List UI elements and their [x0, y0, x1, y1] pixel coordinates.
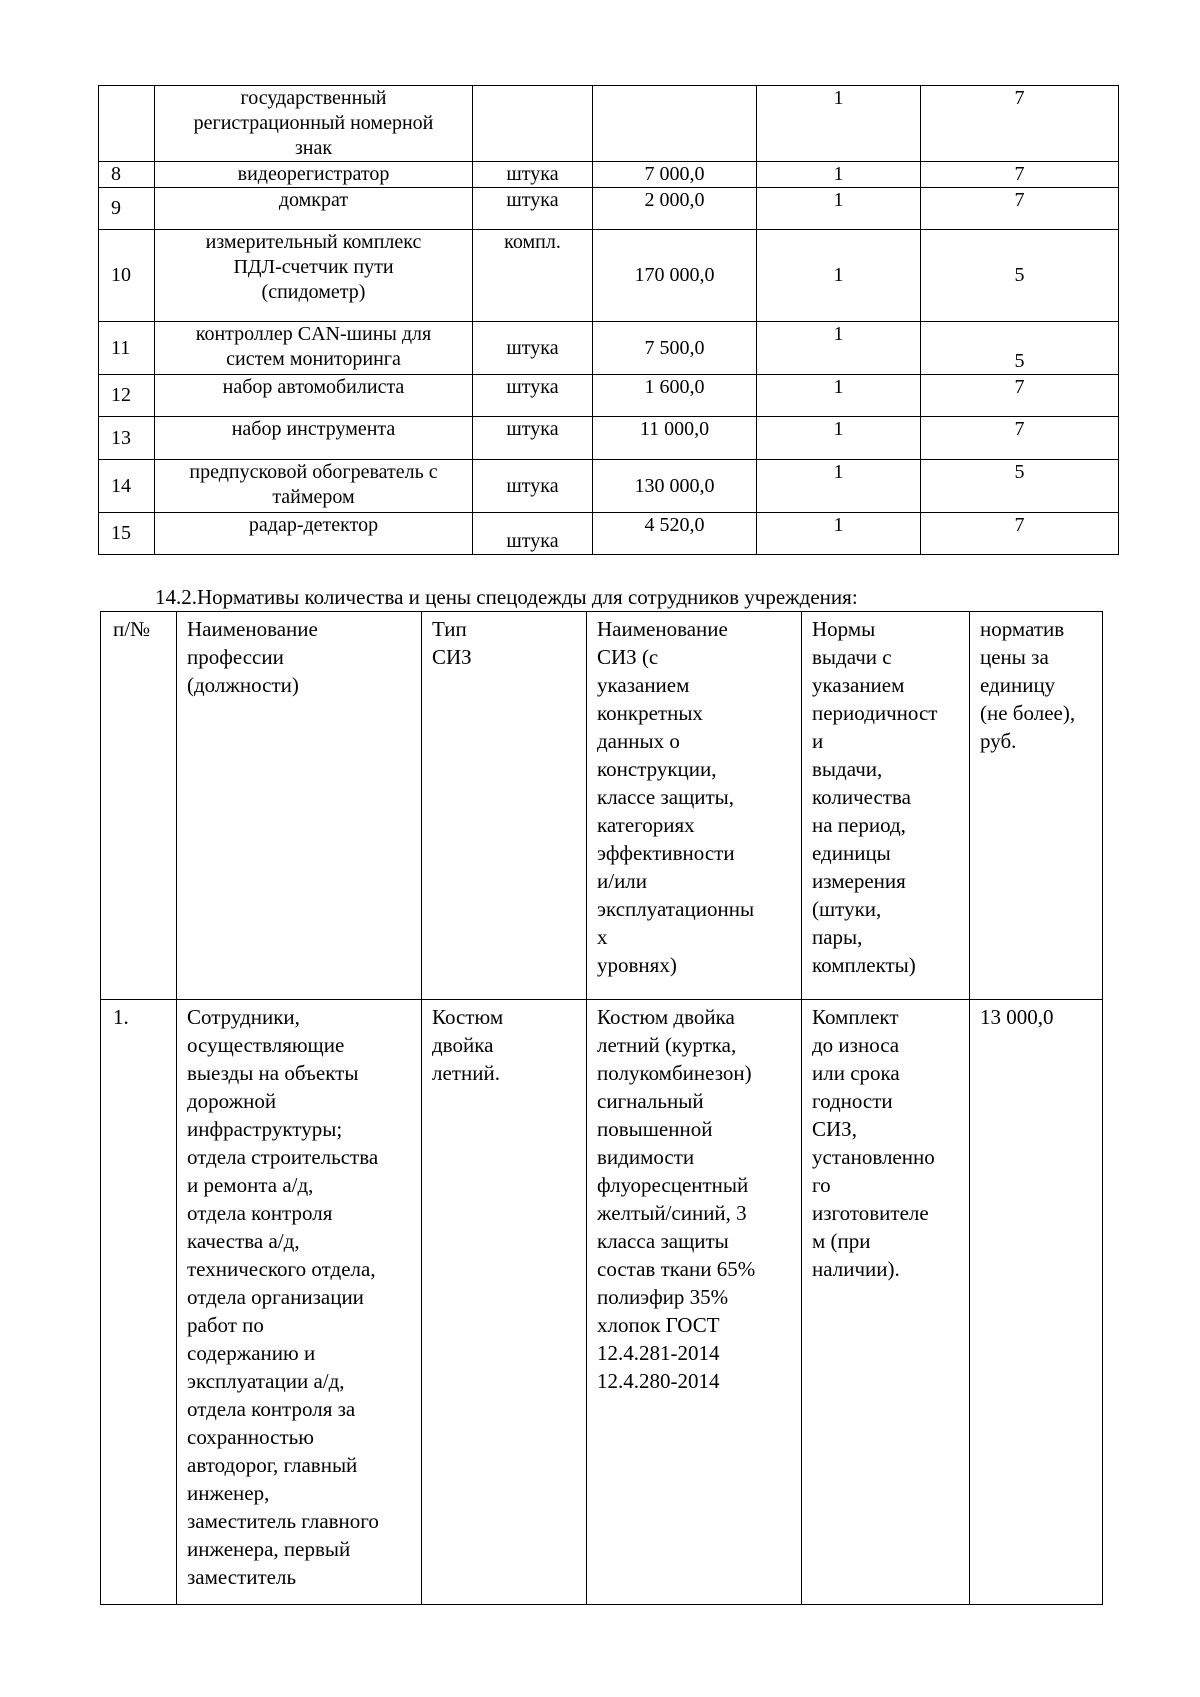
table-header-row — [101, 612, 1103, 1000]
header-siz-name: Наименование СИЗ (с указанием конкретных данных о конструкции, классе защиты, категориях эффективности и/или эксплуатационны х уровнях) — [587, 612, 802, 1000]
item-unit: штука — [473, 162, 593, 188]
item-unit: компл. — [473, 230, 593, 322]
item-qty: 1 — [757, 230, 921, 322]
item-unit: штука — [473, 322, 593, 375]
item-name: предпусковой обогреватель с таймером — [155, 460, 473, 513]
item-price: 130 000,0 — [593, 460, 757, 513]
item-qty: 1 — [757, 188, 921, 230]
item-term: 5 — [921, 230, 1119, 322]
item-qty: 1 — [757, 460, 921, 513]
item-price: 170 000,0 — [593, 230, 757, 322]
header-num: п/№ — [101, 612, 177, 1000]
row-norms: Комплект до износа или срока годности СИЗ, установленно го изготовителе м (при наличии). — [802, 1000, 970, 1605]
item-name: набор инструмента — [155, 417, 473, 460]
item-name: государственный регистрационный номерной знак — [155, 86, 473, 162]
item-term: 7 — [921, 375, 1119, 417]
item-term: 7 — [921, 86, 1119, 162]
item-unit: штука — [473, 417, 593, 460]
item-name: радар-детектор — [155, 513, 473, 555]
item-qty: 1 — [757, 162, 921, 188]
section-heading: 14.2.Нормативы количества и цены спецодежды для сотрудников учреждения: — [155, 585, 858, 609]
item-term: 5 — [921, 460, 1119, 513]
row-siz-type: Костюм двойка летний. — [422, 1000, 587, 1605]
equipment-table-body — [99, 86, 1119, 555]
item-qty: 1 — [757, 322, 921, 375]
table-row — [99, 188, 1119, 230]
item-term: 5 — [921, 322, 1119, 375]
item-price: 2 000,0 — [593, 188, 757, 230]
workwear-table-body — [101, 612, 1103, 1605]
item-unit: штука — [473, 513, 593, 555]
item-name: измерительный комплекс ПДЛ-счетчик пути (спидометр) — [155, 230, 473, 322]
item-name: видеорегистратор — [155, 162, 473, 188]
item-name: домкрат — [155, 188, 473, 230]
item-qty: 1 — [757, 86, 921, 162]
item-unit: штука — [473, 460, 593, 513]
item-qty: 1 — [757, 513, 921, 555]
item-price: 7 500,0 — [593, 322, 757, 375]
header-price: норматив цены за единицу (не более), руб. — [970, 612, 1103, 1000]
table-row — [99, 375, 1119, 417]
row-number — [99, 86, 155, 162]
item-price: 11 000,0 — [593, 417, 757, 460]
table-row — [99, 322, 1119, 375]
item-price — [593, 86, 757, 162]
row-number: 9 — [99, 188, 155, 230]
table-row — [99, 460, 1119, 513]
table-row — [99, 417, 1119, 460]
header-siz-type: Тип СИЗ — [422, 612, 587, 1000]
item-price: 4 520,0 — [593, 513, 757, 555]
table-row — [99, 230, 1119, 322]
equipment-table — [98, 85, 1119, 555]
row-number: 10 — [99, 230, 155, 322]
row-number: 13 — [99, 417, 155, 460]
row-number: 15 — [99, 513, 155, 555]
item-term: 7 — [921, 162, 1119, 188]
item-qty: 1 — [757, 375, 921, 417]
table-row — [99, 513, 1119, 555]
row-number: 1. — [101, 1000, 177, 1605]
item-term: 7 — [921, 417, 1119, 460]
row-number: 14 — [99, 460, 155, 513]
table-row — [101, 1000, 1103, 1605]
item-name: контроллер CAN-шины для систем мониторинга — [155, 322, 473, 375]
row-price: 13 000,0 — [970, 1000, 1103, 1605]
item-term: 7 — [921, 513, 1119, 555]
row-siz-name: Костюм двойка летний (куртка, полукомбинезон) сигнальный повышенной видимости флуоресцентный желтый/синий, 3 класса защиты состав ткани 65% полиэфир 35% хлопок ГОСТ 12.4.281-2014 12.4.280-2014 — [587, 1000, 802, 1605]
header-profession: Наименование профессии (должности) — [177, 612, 422, 1000]
workwear-table — [100, 611, 1103, 1605]
table-row — [99, 86, 1119, 162]
item-unit: штука — [473, 188, 593, 230]
row-number: 11 — [99, 322, 155, 375]
row-number: 8 — [99, 162, 155, 188]
row-number: 12 — [99, 375, 155, 417]
table-row — [99, 162, 1119, 188]
item-price: 7 000,0 — [593, 162, 757, 188]
item-term: 7 — [921, 188, 1119, 230]
item-price: 1 600,0 — [593, 375, 757, 417]
row-profession: Сотрудники, осуществляющие выезды на объекты дорожной инфраструктуры; отдела строительства и ремонта а/д, отдела контроля качества а/д, технического отдела, отдела организации работ по содержанию и эксплуатации а/д, отдела контроля за сохранностью автодорог, главный инженер, заместитель главного инженера, первый заместитель — [177, 1000, 422, 1605]
item-unit — [473, 86, 593, 162]
item-unit: штука — [473, 375, 593, 417]
header-norms: Нормы выдачи с указанием периодичност и выдачи, количества на период, единицы измерения (штуки, пары, комплекты) — [802, 612, 970, 1000]
item-name: набор автомобилиста — [155, 375, 473, 417]
item-qty: 1 — [757, 417, 921, 460]
